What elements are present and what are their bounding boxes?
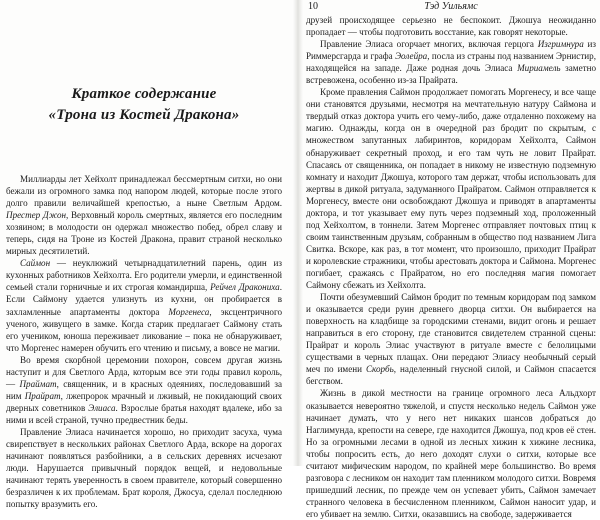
italic-name: Моргенеса — [168, 306, 210, 317]
italic-name: Скорбь — [365, 364, 394, 375]
paragraph — [306, 387, 596, 520]
left-page — [0, 0, 296, 510]
right-body-text — [306, 14, 596, 520]
paragraph — [306, 14, 596, 38]
italic-name: Рейчел Дракониха — [210, 282, 280, 293]
italic-name: Элиаса — [88, 402, 116, 413]
running-head-author: Тэд Уильямс — [424, 1, 478, 12]
paragraph — [306, 38, 596, 86]
text-run: , лжепророк мрачный и лживый, не покидающий своих дверных советников — [6, 390, 283, 413]
text-run: . Взрослые братья находят вдалеке, ибо за ними и всей страной, тучно предвестник беды. — [6, 402, 282, 425]
text-run: Во время скорбной церемонии похорон, совсем другая жизнь наступит и для Светлого Арда, которым все эти годы правил король, — — [6, 354, 282, 389]
chapter-title-line-2: «Трона из Костей Дракона» — [48, 107, 240, 123]
italic-name: Престер Джон — [6, 210, 66, 221]
paragraph — [306, 291, 596, 387]
italic-name: Мириамель — [517, 63, 561, 74]
text-run: из Риммерсгарда и графа — [306, 39, 596, 62]
text-run: заметно встревожена, особенно из-за Прайрата. — [306, 63, 596, 86]
paragraph — [6, 354, 282, 426]
italic-name: Изгримнура — [537, 39, 584, 50]
paragraph — [6, 257, 282, 353]
paragraph — [306, 86, 596, 291]
right-page — [300, 0, 600, 519]
chapter-title — [6, 84, 282, 126]
italic-name: Саймон — [20, 258, 51, 269]
text-run: Почти обезумевший Саймон бродит по темным коридорам под замком и оказывается среди руин древнего дворца ситхи. Он выбирается на поверхность на кладбище за городскими стенами, видит огонь и решает направиться в его сторону, где становится свидетелем странной сцены: Прайрат и король Элиас участвуют в ритуале вместе с белолицыми существами в черных плащах. Они передают Элиасу необычный серый меч по имени — [306, 292, 596, 375]
page-number: 10 — [308, 1, 318, 12]
italic-name: Прайрат — [24, 390, 61, 401]
text-run: — неуклюжий четырнадцатилетний парень, один из кухонных работников Хейхолта. Его родители умерли, и единственной семьей стали горничные и их строгая командирша, — [6, 258, 282, 293]
chapter-title-line-1: Краткое содержание — [71, 86, 217, 102]
left-running-head — [6, 0, 282, 14]
text-run: Жизнь в дикой местности на границе огромного леса Альдхорт оказывается невероятно тяжелой, и спустя несколько недель Саймон уже начинает думать, что у него нет никаких шансов добраться до Наглимунда, крепости на севере, где находится Джошуа, под кров её стен. Но за огромными лесами в одной из лесных хижин к хижине лесника, чтобы попросить есть, до него доходят слухи о ситхи, которые все считают мифическим народом, по крайней мере большинство. Во время разговора с лесником он находит там пленником молодого ситхи. Вовремя пришедший лесник, по прежде чем он успевает убить, Саймон замечает странного человека в бесчисленном пленником, Саймон наносит удар, и его убивает на землю. Ситхи, оказавшись на свободе, задерживается — [306, 388, 596, 519]
text-run: , Верховный король смертных, является его последним хозяином; в молодости он одержал множество побед, обрел славу и теперь, сидя на Троне из Костей Дракона, правит страной несколько мирных десятилетий. — [6, 210, 282, 257]
left-body-text — [6, 173, 282, 510]
text-run: Правление Элиаса начинается хорошо, но приходит засуха, чума свирепствует в нескольких районах Светлого Арда, вскоре на дорогах начинают появляться разбойники, а в сельских деревнях исчезают люди. Нарушается привычный порядок вещей, и недовольные начинают терять уверенность в своем правителе, который совершенно безразличен к их проблемам. Брат короля, Джосуа, сделал последнюю попытку вразумить его. — [6, 426, 282, 510]
paragraph — [6, 426, 282, 510]
paragraph — [6, 173, 282, 257]
text-run: друзей происходящее серьезно не беспокоит. Джошуа неожиданно пропадает — чтобы подготовить восстание, как говорят некоторые. — [306, 15, 596, 38]
text-run: , посла из страны под названием Эрнистир, находящейся на западе. Даже родная дочь Элиаса — [306, 51, 596, 74]
text-run: , священник, и в красных одеяниях, последовавший за ним — [6, 378, 282, 401]
italic-name: Праймат — [19, 378, 57, 389]
text-run: Миллиарды лет Хейхолт принадлежал бессмертным ситхи, но они бежали из огромного замка под напором людей, которые после этого долго правили величайшей крепостью, а ныне Светлым Ардом. — [6, 174, 282, 209]
text-run: Правление Элиаса огорчает многих, включая герцога — [320, 39, 538, 50]
text-run: . Если Саймону удается улизнуть из кухни, он пробирается в захламленные апартаменты доктора — [6, 282, 282, 317]
text-run: , наделенный гнусной силой, и Саймон спасается бегством. — [306, 364, 596, 387]
text-run: Кроме правления Саймон продолжает помогать Моргенесу, и все чаще они становятся друзьями, несмотря на мечтательную натуру Саймона и твердый отказ доктора учить его чему-либо, даже отдаленно похожему на магию. Однажды, когда он в очередной раз бродит по скрытым, с множеством запутанных лабиринтов, коридорам Хейхолта, Саймон обнаруживает секретный проход, и его там чуть не ловит Прайрат. Спасаясь от священника, он попадает в никому не известную подземную комнату и находит Джошуа, которого там держат, чтобы использовать для жертвы в дикой ритуала, задуманного Прайратом. Саймон отправляется к Моргенесу, вместе они освобождают Джошуа и приводят в апартаменты доктора, и тот указывает ему путь через подземный ход, проложенный под Хейхолтом, в тоннели. Затем Моргенес отправляет почтовых птиц к своим таинственным друзьям, собранным в общество под названием Лига Свитка. Вскоре, как раз, в тот момент, что произошло, приходит Прайрат и королевские стражники, чтобы арестовать доктора и Саймона. Моргенес погибает, сражаясь с Прайратом, но его последняя магия помогает Саймону сбежать из Хейхолта. — [306, 87, 596, 291]
text-run: , эксцентричного ученого, живущего в замке. Когда старик предлагает Саймону стать его учеником, юноша переживает ликование – пока не обнаруживает, что Моргенес намерен обучить его чтению и письму, а вовсе не магии. — [6, 306, 283, 353]
italic-name: Эолейра — [395, 51, 428, 62]
right-running-head — [306, 0, 596, 14]
